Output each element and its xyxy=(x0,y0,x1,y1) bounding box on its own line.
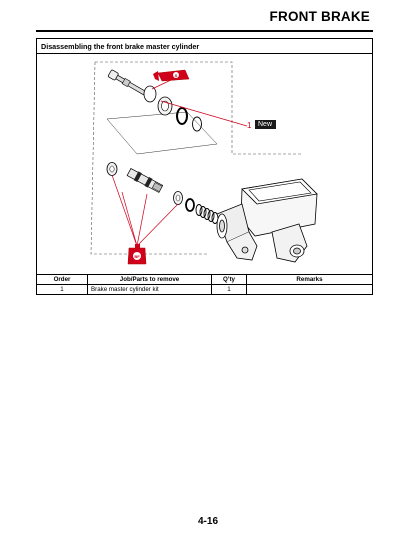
washer xyxy=(186,199,194,211)
cell-job: Brake master cylinder kit xyxy=(88,285,212,295)
page-number: 4-16 xyxy=(197,516,218,527)
bf-line-4 xyxy=(137,194,147,246)
primary-cup xyxy=(174,192,183,205)
procedure-frame xyxy=(36,38,373,295)
circlip xyxy=(193,117,202,131)
piston xyxy=(127,168,163,194)
column-header-remarks: Remarks xyxy=(247,275,373,285)
kit-boundary-dashed xyxy=(95,62,302,154)
column-header-job: Job/Parts to remove xyxy=(88,275,212,285)
table-row xyxy=(37,285,373,295)
callout-line xyxy=(161,101,247,126)
secondary-cup xyxy=(107,163,117,176)
master-cylinder-body xyxy=(217,179,317,262)
exploded-parts-diagram xyxy=(37,54,372,274)
callout-number: 1 xyxy=(247,121,252,130)
grease-symbol-icon xyxy=(153,70,189,81)
bf-line-1 xyxy=(122,192,137,246)
new-part-tag: New xyxy=(255,120,276,129)
parts-table xyxy=(36,274,373,295)
sub-assembly-outline xyxy=(107,112,217,154)
table-header-row xyxy=(37,275,373,285)
bf-line-2 xyxy=(112,175,137,246)
cell-qty: 1 xyxy=(212,285,247,295)
column-header-qty: Q’ty xyxy=(212,275,247,285)
boot-piece xyxy=(158,97,172,115)
dust-boot xyxy=(144,86,156,102)
bf-line-3 xyxy=(137,204,178,246)
grease-symbol-letter: S xyxy=(174,73,178,78)
cell-remarks xyxy=(247,285,373,295)
column-header-order: Order xyxy=(37,275,88,285)
o-ring xyxy=(177,108,187,124)
section-title: Disassembling the front brake master cylinder xyxy=(41,42,200,51)
header-rule xyxy=(36,30,373,32)
spring xyxy=(196,205,218,224)
cell-order: 1 xyxy=(37,285,88,295)
brake-fluid-symbol-letters: BF xyxy=(134,254,140,259)
page-header-title: FRONT BRAKE xyxy=(269,9,370,24)
brake-fluid-symbol-icon xyxy=(128,244,146,264)
